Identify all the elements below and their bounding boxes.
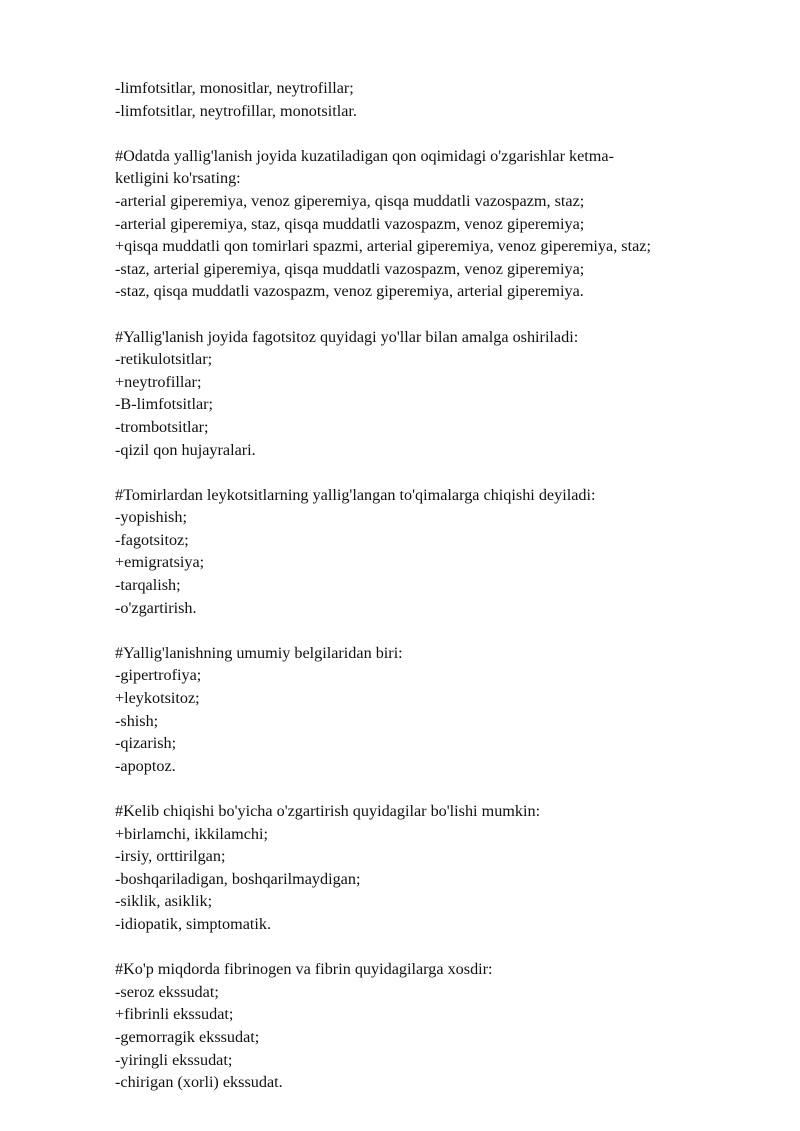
answer-option: -gipertrofiya; (115, 666, 202, 685)
answer-option: -qizil qon hujayralari. (115, 440, 256, 459)
spacer (115, 619, 755, 642)
answer-option: +birlamchi, ikkilamchi; (115, 824, 268, 843)
question-text: ketligini ko'rsating: (115, 169, 241, 188)
spacer (115, 936, 755, 959)
question-block (115, 800, 755, 936)
question-block (115, 958, 755, 1094)
question-block (115, 484, 755, 620)
answer-option: -arterial giperemiya, venoz giperemiya, qisqa muddatli vazospazm, staz; (115, 191, 585, 210)
answer-option: -seroz ekssudat; (115, 982, 219, 1001)
answer-option: -staz, qisqa muddatli vazospazm, venoz giperemiya, arterial giperemiya. (115, 282, 584, 301)
answer-option: -chirigan (xorli) ekssudat. (115, 1073, 283, 1092)
answer-option: -qizarish; (115, 734, 177, 753)
answer-option: +leykotsitoz; (115, 689, 200, 708)
answer-option: -arterial giperemiya, staz, qisqa muddatli vazospazm, venoz giperemiya; (115, 214, 585, 233)
answer-option: -siklik, asiklik; (115, 892, 213, 911)
answer-option: -yopishish; (115, 508, 187, 527)
question-block (115, 326, 755, 462)
question-block (115, 642, 755, 778)
answer-option: -staz, arterial giperemiya, qisqa muddatli vazospazm, venoz giperemiya; (115, 259, 585, 278)
answer-option: -yiringli ekssudat; (115, 1050, 233, 1069)
question-text: #Ko'p miqdorda fibrinogen va fibrin quyidagilarga xosdir: (115, 960, 493, 979)
answer-option: -boshqariladigan, boshqarilmaydigan; (115, 869, 361, 888)
answer-option: +emigratsiya; (115, 553, 205, 572)
answer-option: -o'zgartirish. (115, 598, 197, 617)
answer-option: -idiopatik, simptomatik. (115, 914, 272, 933)
answer-option: -B-limfotsitlar; (115, 395, 214, 414)
spacer (115, 461, 755, 484)
spacer (115, 303, 755, 326)
question-text: #Yallig'lanishning umumiy belgilaridan biri: (115, 643, 403, 662)
question-text: #Odatda yallig'lanish joyida kuzatiladigan qon oqimidagi o'zgarishlar ketma- (115, 146, 614, 165)
answer-option: +fibrinli ekssudat; (115, 1005, 234, 1024)
answer-option: -retikulotsitlar; (115, 350, 213, 369)
answer-option: -shish; (115, 711, 159, 730)
document-page (115, 77, 755, 1094)
intro-option: -limfotsitlar, monositlar, neytrofillar; (115, 79, 354, 97)
answer-option: -irsiy, orttirilgan; (115, 847, 226, 866)
question-text: #Kelib chiqishi bo'yicha o'zgartirish quyidagilar bo'lishi mumkin: (115, 802, 541, 820)
question-block (115, 145, 755, 303)
spacer (115, 122, 755, 145)
answer-option: -trombotsitlar; (115, 417, 209, 436)
answer-option: -apoptoz. (115, 756, 176, 775)
answer-option: +qisqa muddatli qon tomirlari spazmi, arterial giperemiya, venoz giperemiya, staz; (115, 237, 651, 256)
question-text: #Tomirlardan leykotsitlarning yallig'langan to'qimalarga chiqishi deyiladi: (115, 485, 596, 504)
answer-option: -tarqalish; (115, 576, 181, 595)
answer-option: +neytrofillar; (115, 372, 202, 391)
answer-option: -fagotsitoz; (115, 530, 189, 549)
answer-option: -gemorragik ekssudat; (115, 1027, 260, 1046)
intro-option: -limfotsitlar, neytrofillar, monotsitlar. (115, 101, 357, 120)
question-text: #Yallig'lanish joyida fagotsitoz quyidagi yo'llar bilan amalga oshiriladi: (115, 327, 579, 346)
spacer (115, 777, 755, 800)
